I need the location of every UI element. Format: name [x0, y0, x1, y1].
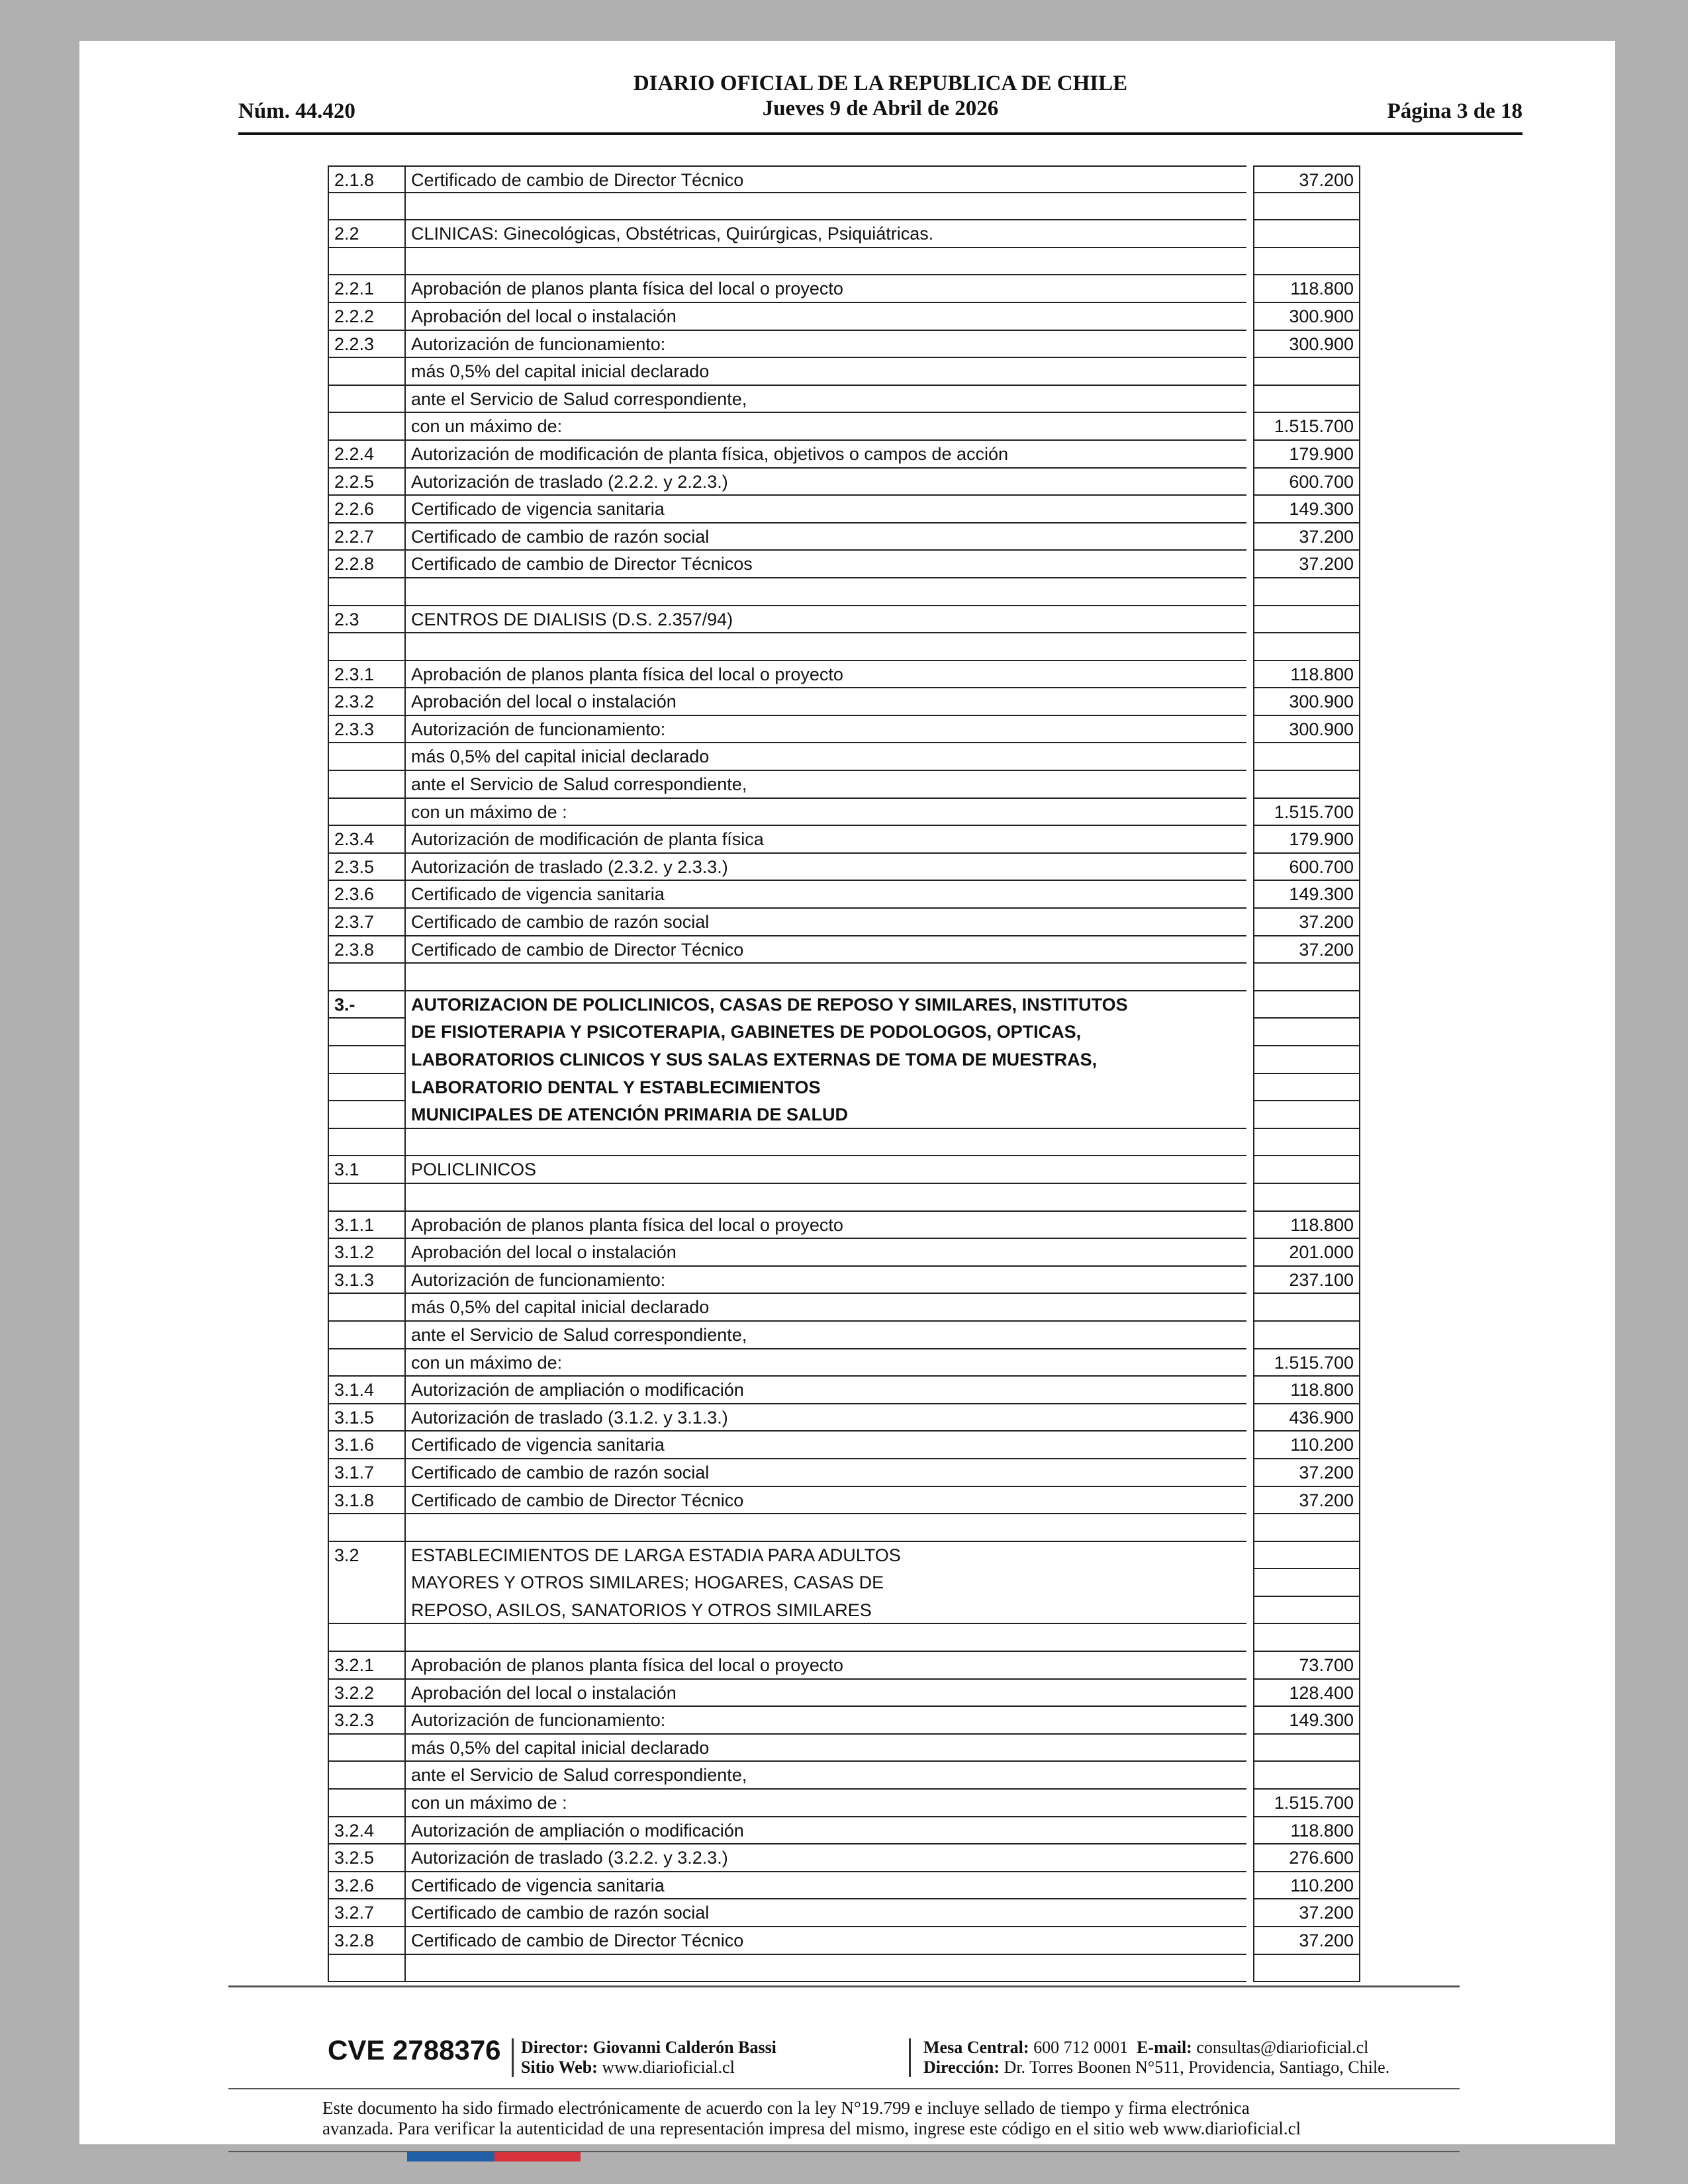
item-amount: 149.300: [1253, 881, 1360, 909]
item-code: 2.3.6: [328, 881, 404, 909]
item-description: [404, 964, 1246, 991]
item-description: con un máximo de :: [404, 799, 1246, 827]
item-description: ESTABLECIMIENTOS DE LARGA ESTADIA PARA ADULTOS: [404, 1542, 1246, 1570]
item-description: Certificado de cambio de Director Técnicos: [404, 551, 1246, 578]
item-description: Certificado de cambio de Director Técnico: [404, 1927, 1246, 1955]
item-code: 2.3.7: [328, 909, 404, 936]
table-row: [328, 303, 1360, 331]
item-amount: [1253, 1322, 1360, 1349]
item-description: Certificado de cambio de Director Técnico: [404, 165, 1246, 193]
item-description: Certificado de vigencia sanitaria: [404, 1872, 1246, 1900]
item-amount: 37.200: [1253, 1487, 1360, 1515]
table-row: [328, 1046, 1360, 1074]
item-description: Certificado de cambio de razón social: [404, 1899, 1246, 1927]
item-code: [328, 1322, 404, 1349]
table-row: [328, 551, 1360, 578]
item-code: 3.2.3: [328, 1707, 404, 1735]
item-description: Autorización de traslado (3.2.2. y 3.2.3.): [404, 1844, 1246, 1872]
item-amount: 300.900: [1253, 331, 1360, 359]
item-amount: [1253, 743, 1360, 771]
item-amount: [1253, 1542, 1360, 1570]
item-description: Autorización de funcionamiento:: [404, 1267, 1246, 1295]
item-amount: 118.800: [1253, 1212, 1360, 1240]
table-row: [328, 854, 1360, 882]
item-code: [328, 358, 404, 386]
item-description: Aprobación del local o instalación: [404, 1680, 1246, 1707]
item-amount: [1253, 1955, 1360, 1983]
item-description: Autorización de ampliación o modificación: [404, 1377, 1246, 1404]
legal-line: avanzada. Para verificar la autenticidad de una representación impresa del mismo, ingrese este código en el sitio web www.diarioficial.cl: [322, 2118, 1301, 2138]
item-description: Autorización de traslado (2.2.2. y 2.2.3.): [404, 469, 1246, 496]
item-amount: [1253, 1624, 1360, 1652]
table-row: [328, 716, 1360, 744]
item-amount: 1.515.700: [1253, 1790, 1360, 1817]
item-amount: [1253, 386, 1360, 414]
item-code: [328, 1790, 404, 1817]
table-row: [328, 1927, 1360, 1955]
table-row: [328, 1184, 1360, 1212]
item-code: [328, 1955, 404, 1983]
item-description: ante el Servicio de Salud correspondiente,: [404, 771, 1246, 799]
table-row: [328, 661, 1360, 689]
director-name: Giovanni Calderón Bassi: [592, 2038, 776, 2057]
item-description: Certificado de vigencia sanitaria: [404, 496, 1246, 523]
item-description: Autorización de funcionamiento:: [404, 331, 1246, 359]
item-description: ante el Servicio de Salud correspondiente,: [404, 386, 1246, 414]
item-code: 2.3.8: [328, 936, 404, 964]
item-amount: 149.300: [1253, 1707, 1360, 1735]
table-row: [328, 1899, 1360, 1927]
item-amount: 1.515.700: [1253, 413, 1360, 441]
item-code: 3.2.4: [328, 1817, 404, 1845]
item-amount: [1253, 1569, 1360, 1597]
table-row: [328, 1129, 1360, 1157]
item-description: Autorización de traslado (3.1.2. y 3.1.3.): [404, 1404, 1246, 1432]
phone-value: 600 712 0001: [1033, 2038, 1129, 2057]
table-row: [328, 799, 1360, 827]
item-amount: 37.200: [1253, 1899, 1360, 1927]
item-code: [328, 1569, 404, 1597]
table-row: [328, 1624, 1360, 1652]
item-code: 2.3.1: [328, 661, 404, 689]
web-link[interactable]: www.diarioficial.cl: [602, 2058, 735, 2077]
item-description: Certificado de vigencia sanitaria: [404, 1432, 1246, 1459]
table-row: [328, 1101, 1360, 1129]
gazette-title: DIARIO OFICIAL DE LA REPUBLICA DE CHILE: [633, 71, 1128, 95]
item-amount: [1253, 964, 1360, 991]
item-amount: [1253, 1046, 1360, 1074]
item-description: Aprobación del local o instalación: [404, 688, 1246, 716]
item-amount: 300.900: [1253, 688, 1360, 716]
item-amount: [1253, 1514, 1360, 1542]
table-row: [328, 1790, 1360, 1817]
item-description: Autorización de traslado (2.3.2. y 2.3.3.): [404, 854, 1246, 882]
table-row: [328, 826, 1360, 854]
item-amount: [1253, 991, 1360, 1019]
table-row: [328, 881, 1360, 909]
table-row: [328, 1735, 1360, 1762]
item-amount: [1253, 606, 1360, 634]
item-code: 2.2.3: [328, 331, 404, 359]
item-code: 3.2.6: [328, 1872, 404, 1900]
item-amount: [1253, 193, 1360, 221]
item-amount: 237.100: [1253, 1267, 1360, 1295]
table-row: [328, 909, 1360, 936]
table-row: [328, 358, 1360, 386]
item-code: 2.2.7: [328, 523, 404, 551]
item-code: [328, 1019, 404, 1046]
item-code: [328, 964, 404, 991]
item-amount: 118.800: [1253, 1377, 1360, 1404]
item-code: [328, 1129, 404, 1157]
item-amount: 600.700: [1253, 469, 1360, 496]
item-description: [404, 248, 1246, 276]
table-row: [328, 1844, 1360, 1872]
item-code: [328, 1074, 404, 1102]
item-amount: [1253, 1019, 1360, 1046]
table-row: [328, 1542, 1360, 1570]
item-description: Aprobación de planos planta física del local o proyecto: [404, 275, 1246, 303]
item-amount: 300.900: [1253, 716, 1360, 744]
table-row: [328, 331, 1360, 359]
item-description: CLINICAS: Ginecológicas, Obstétricas, Quirúrgicas, Psiquiátricas.: [404, 220, 1246, 248]
item-code: 2.2.1: [328, 275, 404, 303]
footer-top-rule: [228, 1985, 1460, 1987]
item-amount: 37.200: [1253, 523, 1360, 551]
item-code: 2.2.8: [328, 551, 404, 578]
item-description: con un máximo de:: [404, 1349, 1246, 1377]
item-description: POLICLINICOS: [404, 1156, 1246, 1184]
table-row: [328, 248, 1360, 276]
item-amount: 110.200: [1253, 1432, 1360, 1459]
footer-separator: [909, 2038, 911, 2077]
email-link[interactable]: consultas@diarioficial.cl: [1196, 2038, 1369, 2057]
item-code: [328, 1101, 404, 1129]
table-row: [328, 771, 1360, 799]
item-code: [328, 248, 404, 276]
item-description: Aprobación del local o instalación: [404, 1239, 1246, 1267]
table-row: [328, 991, 1360, 1019]
flag-bar-blue: [407, 2152, 494, 2161]
table-row: [328, 1074, 1360, 1102]
table-row: [328, 1156, 1360, 1184]
table-row: [328, 1404, 1360, 1432]
item-description: Autorización de modificación de planta física, objetivos o campos de acción: [404, 441, 1246, 469]
item-amount: 201.000: [1253, 1239, 1360, 1267]
item-description: DE FISIOTERAPIA Y PSICOTERAPIA, GABINETES DE PODOLOGOS, OPTICAS,: [404, 1019, 1246, 1046]
item-amount: [1253, 578, 1360, 606]
address-value: Dr. Torres Boonen N°511, Providencia, Santiago, Chile.: [1004, 2058, 1390, 2077]
page-sheet: [79, 41, 1615, 2144]
item-description: más 0,5% del capital inicial declarado: [404, 1735, 1246, 1762]
page-number: Página 3 de 18: [1387, 99, 1523, 123]
footer-mid-rule: [228, 2088, 1460, 2089]
table-row: [328, 1569, 1360, 1597]
web-label: Sitio Web:: [521, 2058, 598, 2077]
item-description: [404, 633, 1246, 661]
item-description: ante el Servicio de Salud correspondiente,: [404, 1322, 1246, 1349]
legal-notice: [322, 2098, 1395, 2139]
table-row: [328, 964, 1360, 991]
item-description: AUTORIZACION DE POLICLINICOS, CASAS DE REPOSO Y SIMILARES, INSTITUTOS: [404, 991, 1246, 1019]
item-amount: [1253, 633, 1360, 661]
item-description: [404, 1184, 1246, 1212]
item-code: [328, 743, 404, 771]
table-row: [328, 1377, 1360, 1404]
table-row: [328, 1487, 1360, 1515]
item-code: [328, 578, 404, 606]
item-amount: [1253, 1735, 1360, 1762]
item-code: 2.2.5: [328, 469, 404, 496]
table-row: [328, 1707, 1360, 1735]
table-row: [328, 1652, 1360, 1680]
item-code: 2.3.3: [328, 716, 404, 744]
item-amount: [1253, 1762, 1360, 1790]
table-row: [328, 1267, 1360, 1295]
item-code: 2.2.2: [328, 303, 404, 331]
item-description: [404, 1129, 1246, 1157]
item-code: 2.3.5: [328, 854, 404, 882]
item-amount: 1.515.700: [1253, 799, 1360, 827]
item-amount: [1253, 771, 1360, 799]
item-description: Aprobación de planos planta física del local o proyecto: [404, 1652, 1246, 1680]
table-row: [328, 1680, 1360, 1707]
item-amount: 118.800: [1253, 1817, 1360, 1845]
item-description: Certificado de cambio de Director Técnico: [404, 936, 1246, 964]
item-description: Certificado de cambio de razón social: [404, 909, 1246, 936]
table-row: [328, 578, 1360, 606]
item-description: LABORATORIO DENTAL Y ESTABLECIMIENTOS: [404, 1074, 1246, 1102]
item-code: 3.2.1: [328, 1652, 404, 1680]
item-description: más 0,5% del capital inicial declarado: [404, 743, 1246, 771]
table-row: [328, 275, 1360, 303]
cve-code: CVE 2788376: [328, 2034, 501, 2066]
item-description: Autorización de funcionamiento:: [404, 1707, 1246, 1735]
table-row: [328, 193, 1360, 221]
flag-bar-red: [494, 2152, 581, 2161]
item-code: [328, 799, 404, 827]
item-code: 3.2.8: [328, 1927, 404, 1955]
item-amount: 37.200: [1253, 165, 1360, 193]
item-description: Certificado de cambio de razón social: [404, 1459, 1246, 1487]
item-amount: 73.700: [1253, 1652, 1360, 1680]
item-code: 3.1.2: [328, 1239, 404, 1267]
table-row: [328, 1817, 1360, 1845]
item-amount: [1253, 1294, 1360, 1322]
item-amount: [1253, 1597, 1360, 1625]
item-description: Autorización de ampliación o modificación: [404, 1817, 1246, 1845]
item-amount: [1253, 1129, 1360, 1157]
item-code: 2.2.6: [328, 496, 404, 523]
item-description: [404, 578, 1246, 606]
item-description: Certificado de cambio de razón social: [404, 523, 1246, 551]
table-row: [328, 606, 1360, 634]
item-description: Autorización de funcionamiento:: [404, 716, 1246, 744]
table-row: [328, 1239, 1360, 1267]
item-amount: 118.800: [1253, 661, 1360, 689]
item-code: 3.1.3: [328, 1267, 404, 1295]
item-code: 2.2: [328, 220, 404, 248]
table-row: [328, 633, 1360, 661]
item-amount: 118.800: [1253, 275, 1360, 303]
address-label: Dirección:: [923, 2058, 1000, 2077]
item-amount: 600.700: [1253, 854, 1360, 882]
item-amount: [1253, 1074, 1360, 1102]
item-amount: 149.300: [1253, 496, 1360, 523]
phone-label: Mesa Central:: [923, 2038, 1029, 2057]
item-description: Aprobación de planos planta física del local o proyecto: [404, 1212, 1246, 1240]
item-code: [328, 1349, 404, 1377]
item-code: 3.2: [328, 1542, 404, 1570]
item-description: MUNICIPALES DE ATENCIÓN PRIMARIA DE SALUD: [404, 1101, 1246, 1129]
item-amount: [1253, 248, 1360, 276]
item-amount: [1253, 220, 1360, 248]
item-amount: 37.200: [1253, 1459, 1360, 1487]
item-code: 3.2.2: [328, 1680, 404, 1707]
item-amount: 179.900: [1253, 441, 1360, 469]
item-code: [328, 413, 404, 441]
item-amount: 276.600: [1253, 1844, 1360, 1872]
table-row: [328, 1432, 1360, 1459]
item-code: [328, 1046, 404, 1074]
item-description: [404, 1514, 1246, 1542]
item-code: [328, 1735, 404, 1762]
table-row: [328, 1762, 1360, 1790]
item-amount: 1.515.700: [1253, 1349, 1360, 1377]
item-code: [328, 633, 404, 661]
table-row: [328, 1294, 1360, 1322]
item-code: 3.-: [328, 991, 404, 1019]
item-code: [328, 771, 404, 799]
issue-number: Núm. 44.420: [238, 99, 355, 123]
item-amount: 436.900: [1253, 1404, 1360, 1432]
item-code: 2.2.4: [328, 441, 404, 469]
item-description: Autorización de modificación de planta física: [404, 826, 1246, 854]
table-row: [328, 1322, 1360, 1349]
item-description: REPOSO, ASILOS, SANATORIOS Y OTROS SIMILARES: [404, 1597, 1246, 1625]
item-amount: 110.200: [1253, 1872, 1360, 1900]
item-amount: 37.200: [1253, 1927, 1360, 1955]
item-description: LABORATORIOS CLINICOS Y SUS SALAS EXTERNAS DE TOMA DE MUESTRAS,: [404, 1046, 1246, 1074]
item-description: ante el Servicio de Salud correspondiente,: [404, 1762, 1246, 1790]
item-amount: [1253, 1101, 1360, 1129]
director-label: Director:: [521, 2038, 589, 2057]
footer-separator: [512, 2038, 514, 2077]
table-row: [328, 386, 1360, 414]
director-block: [521, 2038, 776, 2077]
item-code: 3.2.5: [328, 1844, 404, 1872]
item-code: 2.3.4: [328, 826, 404, 854]
item-amount: 37.200: [1253, 909, 1360, 936]
item-code: [328, 1597, 404, 1625]
item-description: [404, 193, 1246, 221]
item-description: [404, 1624, 1246, 1652]
table-row: [328, 1872, 1360, 1900]
item-description: Certificado de cambio de Director Técnico: [404, 1487, 1246, 1515]
table-row: [328, 496, 1360, 523]
item-description: más 0,5% del capital inicial declarado: [404, 1294, 1246, 1322]
table-row: [328, 469, 1360, 496]
item-code: 2.3: [328, 606, 404, 634]
item-code: 3.1: [328, 1156, 404, 1184]
table-row: [328, 688, 1360, 716]
legal-line: Este documento ha sido firmado electrónicamente de acuerdo con la ley N°19.799 e incluye sellado de tiempo y firma electrónica: [322, 2098, 1250, 2118]
item-amount: 179.900: [1253, 826, 1360, 854]
item-code: 3.1.6: [328, 1432, 404, 1459]
issue-date: Jueves 9 de Abril de 2026: [762, 97, 999, 120]
item-code: [328, 193, 404, 221]
item-description: MAYORES Y OTROS SIMILARES; HOGARES, CASAS DE: [404, 1569, 1246, 1597]
item-code: [328, 1294, 404, 1322]
item-code: 3.1.5: [328, 1404, 404, 1432]
item-code: [328, 1184, 404, 1212]
item-code: 3.2.7: [328, 1899, 404, 1927]
item-description: Aprobación del local o instalación: [404, 303, 1246, 331]
item-code: 2.3.2: [328, 688, 404, 716]
item-code: [328, 1762, 404, 1790]
table-row: [328, 1019, 1360, 1046]
item-amount: 300.900: [1253, 303, 1360, 331]
table-row: [328, 1349, 1360, 1377]
item-code: [328, 1514, 404, 1542]
table-row: [328, 165, 1360, 193]
item-amount: [1253, 358, 1360, 386]
item-description: más 0,5% del capital inicial declarado: [404, 358, 1246, 386]
item-description: CENTROS DE DIALISIS (D.S. 2.357/94): [404, 606, 1246, 634]
item-code: 3.1.1: [328, 1212, 404, 1240]
item-code: [328, 386, 404, 414]
item-amount: 37.200: [1253, 936, 1360, 964]
item-amount: 37.200: [1253, 551, 1360, 578]
table-row: [328, 441, 1360, 469]
item-description: con un máximo de:: [404, 413, 1246, 441]
table-row: [328, 1597, 1360, 1625]
item-amount: 128.400: [1253, 1680, 1360, 1707]
fee-table: [328, 165, 1360, 1982]
table-row: [328, 1212, 1360, 1240]
contact-block: [923, 2038, 1389, 2077]
table-row: [328, 936, 1360, 964]
table-row: [328, 743, 1360, 771]
table-row: [328, 220, 1360, 248]
item-code: 2.1.8: [328, 165, 404, 193]
table-row: [328, 1459, 1360, 1487]
item-amount: [1253, 1184, 1360, 1212]
item-description: Certificado de vigencia sanitaria: [404, 881, 1246, 909]
item-code: 3.1.4: [328, 1377, 404, 1404]
email-label: E-mail:: [1137, 2038, 1192, 2057]
item-amount: [1253, 1156, 1360, 1184]
table-row: [328, 1514, 1360, 1542]
page-header: [238, 69, 1523, 135]
item-description: [404, 1955, 1246, 1983]
item-code: [328, 1624, 404, 1652]
item-description: con un máximo de :: [404, 1790, 1246, 1817]
item-description: Aprobación de planos planta física del local o proyecto: [404, 661, 1246, 689]
item-code: 3.1.7: [328, 1459, 404, 1487]
table-row: [328, 413, 1360, 441]
table-row: [328, 1955, 1360, 1983]
table-row: [328, 523, 1360, 551]
item-code: 3.1.8: [328, 1487, 404, 1515]
